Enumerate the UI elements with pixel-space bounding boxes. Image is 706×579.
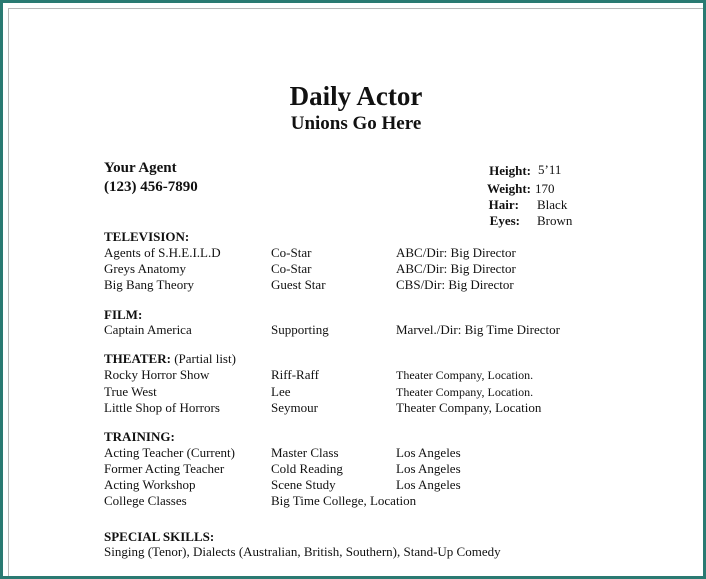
theater-detail: Theater Company, Location (396, 400, 542, 415)
tv-detail: ABC/Dir: Big Director (396, 261, 516, 276)
theater-note: (Partial list) (174, 351, 236, 366)
theater-role: Lee (271, 384, 291, 399)
tv-role: Guest Star (271, 277, 326, 292)
training-title: Acting Teacher (Current) (104, 445, 235, 460)
training-role: Cold Reading (271, 461, 343, 476)
theater-detail: Theater Company, Location. (396, 385, 534, 399)
unions-line: Unions Go Here (290, 113, 422, 134)
height-value: 5’11 (538, 162, 562, 177)
training-detail: Los Angeles (396, 461, 461, 476)
training-role: Big Time College, Location (271, 493, 417, 508)
theater-title: Rocky Horror Show (104, 367, 210, 382)
tv-title: Big Bang Theory (104, 277, 195, 292)
agent-name: Your Agent (104, 160, 177, 176)
tv-title: Greys Anatomy (104, 261, 186, 276)
tv-role: Co-Star (271, 261, 312, 276)
training-title: College Classes (104, 493, 187, 508)
film-heading: FILM: (104, 307, 143, 322)
tv-role: Co-Star (271, 245, 312, 260)
theater-heading-label: THEATER: (104, 351, 171, 366)
tv-detail: ABC/Dir: Big Director (396, 245, 516, 260)
training-role: Master Class (271, 445, 339, 460)
film-title: Captain America (104, 322, 192, 337)
training-heading: TRAINING: (104, 429, 175, 444)
tv-detail: CBS/Dir: Big Director (396, 277, 514, 292)
theater-heading (104, 351, 236, 367)
film-role: Supporting (271, 322, 329, 337)
film-detail: Marvel./Dir: Big Time Director (396, 322, 560, 337)
training-title: Acting Workshop (104, 477, 196, 492)
eyes-label: Eyes: (489, 213, 520, 228)
training-detail: Los Angeles (396, 477, 461, 492)
training-role: Scene Study (271, 477, 336, 492)
tv-title: Agents of S.H.E.I.L.D (104, 245, 221, 260)
hair-label: Hair: (488, 197, 519, 212)
hair-value: Black (537, 197, 568, 212)
training-detail: Los Angeles (396, 445, 461, 460)
weight-label: Weight: (486, 181, 531, 196)
eyes-value: Brown (537, 213, 573, 228)
skills-text: Singing (Tenor), Dialects (Australian, British, Southern), Stand-Up Comedy (104, 544, 501, 559)
television-heading: TELEVISION: (104, 229, 190, 244)
theater-title: Little Shop of Horrors (104, 400, 220, 415)
actor-name: Daily Actor (289, 81, 423, 111)
theater-title: True West (104, 384, 157, 399)
training-title: Former Acting Teacher (104, 461, 225, 476)
theater-detail: Theater Company, Location. (396, 368, 534, 382)
theater-role: Seymour (271, 400, 318, 415)
weight-value: 170 (535, 181, 555, 196)
agent-phone: (123) 456-7890 (104, 179, 198, 195)
theater-role: Riff-Raff (271, 367, 319, 382)
height-label: Height: (489, 163, 531, 178)
skills-heading: SPECIAL SKILLS: (104, 529, 215, 544)
